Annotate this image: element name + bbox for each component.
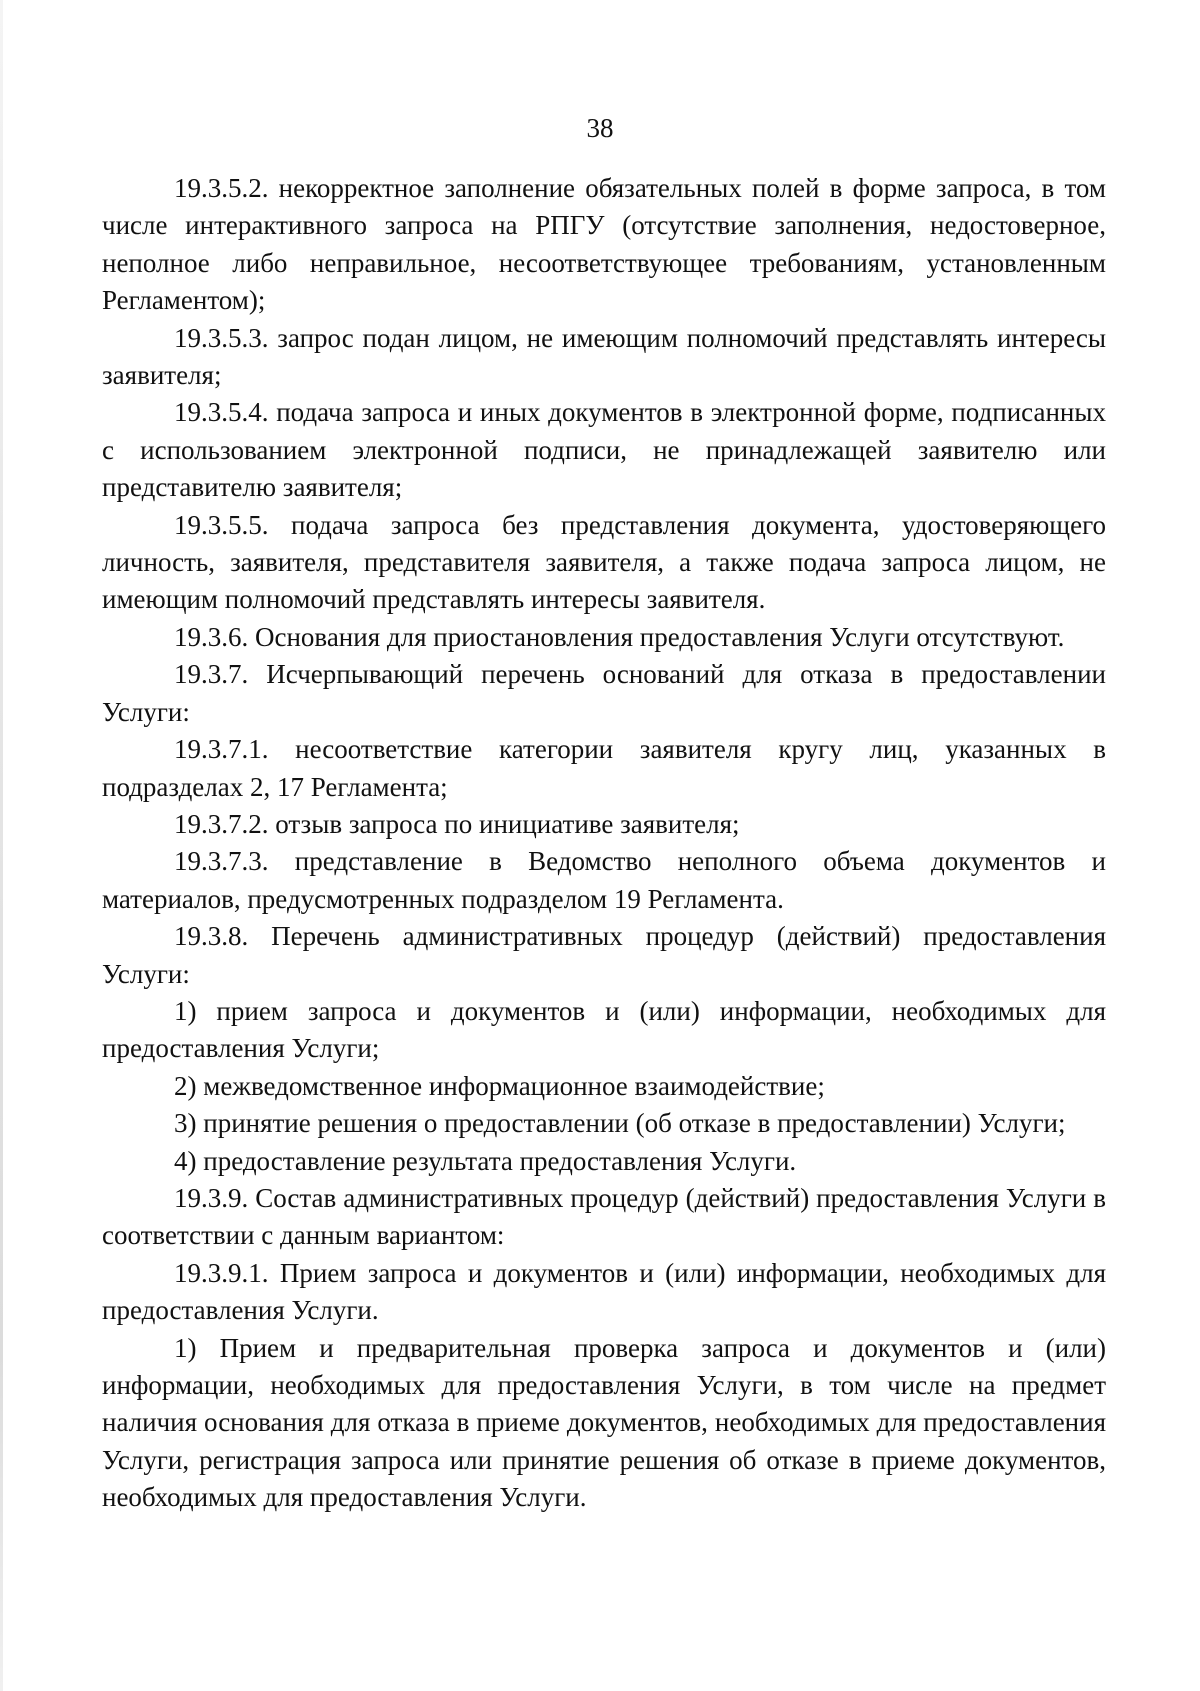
list-item: 1) Прием и предварительная проверка запроса и документов и (или) информации, необходимых для предоставления Услуги, в том числе на предмет наличия основания для отказа в приеме документов, необходимых для предоставления Услуги, регистрация запроса или принятие решения об отказе в приеме документов, необходимых для предоставления Услуги. [102,1332,1106,1513]
list-item: 3) принятие решения о предоставлении (об отказе в предоставлении) Услуги; [174,1108,1066,1139]
paragraph: 19.3.9.1. Прием запроса и документов и (или) информации, необходимых для предоставления Услуги. [102,1257,1106,1326]
list-item: 4) предоставление результата предоставления Услуги. [174,1145,797,1176]
list-item: 1) прием запроса и документов и (или) информации, необходимых для предоставления Услуги; [102,995,1106,1064]
paragraph: 19.3.7.1. несоответствие категории заявителя кругу лиц, указанных в подразделах 2, 17 Регламента; [102,734,1106,802]
paragraph: 19.3.7.2. отзыв запроса по инициативе заявителя; [174,808,740,839]
page-number: 38 [586,113,614,143]
paragraph: 19.3.5.2. некорректное заполнение обязательных полей в форме запроса, в том числе интерактивного запроса на РПГУ (отсутствие заполнения, недостоверное, неполное либо неправильное, несоответствующее требованиям, установленным Регламентом); [102,173,1106,316]
paragraph: 19.3.7. Исчерпывающий перечень оснований для отказа в предоставлении Услуги: [102,659,1106,727]
paragraph: 19.3.7.3. представление в Ведомство неполного объема документов и материалов, предусмотренных подразделом 19 Регламента. [102,846,1106,914]
scan-edge-shadow [0,0,3,1691]
paragraph: 19.3.9. Состав административных процедур (действий) предоставления Услуги в соответствии с данным вариантом: [102,1182,1106,1251]
paragraph: 19.3.6. Основания для приостановления предоставления Услуги отсутствуют. [174,621,1065,652]
list-item: 2) межведомственное информационное взаимодействие; [174,1070,825,1101]
paragraph: 19.3.5.5. подача запроса без представления документа, удостоверяющего личность, заявителя, представителя заявителя, а также подача запроса лицом, не имеющим полномочий представлять интересы заявителя. [102,509,1106,615]
paragraph: 19.3.8. Перечень административных процедур (действий) предоставления Услуги: [102,921,1106,989]
paragraph: 19.3.5.3. запрос подан лицом, не имеющим полномочий представлять интересы заявителя; [102,322,1106,391]
document-body [102,170,1106,1517]
paragraph: 19.3.5.4. подача запроса и иных документов в электронной форме, подписанных с использованием электронной подписи, не принадлежащей заявителю или представителю заявителя; [102,397,1106,503]
